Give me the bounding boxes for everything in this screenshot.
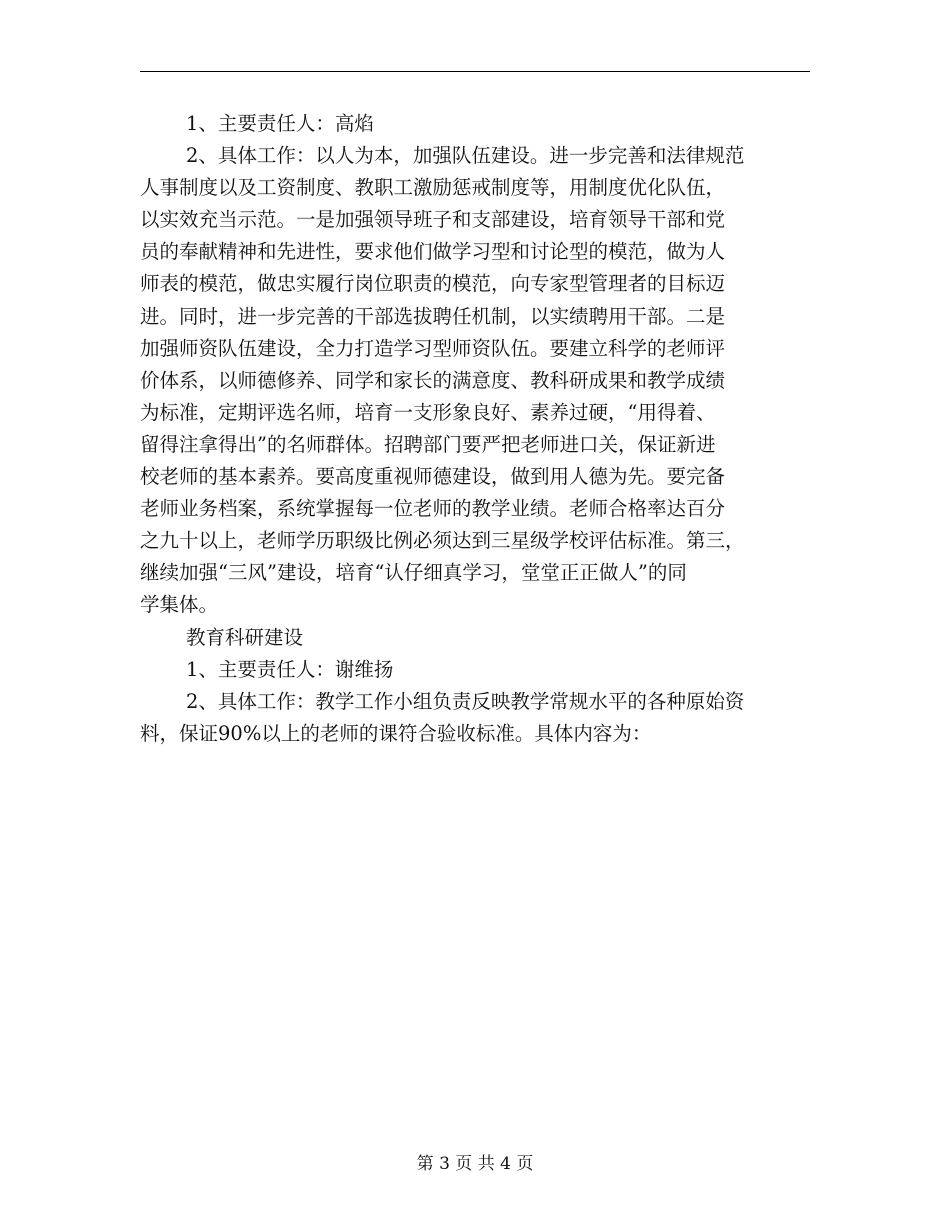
paragraph-line: 进。同时，进一步完善的干部选拔聘任机制，以实绩聘用干部。二是	[140, 304, 726, 328]
paragraph-line: 学集体。	[140, 593, 219, 617]
paragraph-line: 继续加强“三风”建设，培育“认仔细真学习，堂堂正正做人”的同	[140, 561, 687, 585]
paragraph-line: 以实效充当示范。一是加强领导班子和支部建设，培育领导干部和党	[140, 208, 726, 232]
paragraph-line: 师表的模范，做忠实履行岗位职责的模范，向专家型管理者的目标迈	[140, 272, 726, 296]
paragraph-line: 加强师资队伍建设，全力打造学习型师资队伍。要建立科学的老师评	[140, 336, 726, 360]
paragraph-line: 价体系，以师德修养、同学和家长的满意度、教科研成果和教学成绩	[140, 368, 726, 392]
paragraph-line: 校老师的基本素养。要高度重视师德建设，做到用人德为先。要完备	[140, 465, 726, 489]
paragraph-line: 老师业务档案，系统掌握每一位老师的教学业绩。老师合格率达百分	[140, 497, 726, 521]
paragraph-line: 1、主要责任人：高焰	[186, 112, 374, 135]
paragraph-line: 员的奉献精神和先进性，要求他们做学习型和讨论型的模范，做为人	[140, 240, 726, 264]
paragraph-line: 人事制度以及工资制度、教职工激励惩戒制度等，用制度优化队伍，	[140, 176, 726, 200]
paragraph-line: 料，保证90%以上的老师的课符合验收标准。具体内容为：	[140, 721, 652, 745]
document-body	[140, 108, 810, 750]
paragraph-line: 2、具体工作：以人为本，加强队伍建设。进一步完善和法律规范	[186, 144, 745, 168]
paragraph-line: 1、主要责任人：谢维扬	[186, 657, 394, 681]
paragraph-line: 为标准，定期评选名师，培育一支形象良好、素养过硬，“用得着、	[140, 400, 716, 424]
header-divider	[140, 71, 810, 72]
paragraph-line: 之九十以上，老师学历职级比例必须达到三星级学校评估标准。第三，	[140, 529, 745, 553]
page-number-footer: 第 3 页 共 4 页	[416, 1154, 534, 1174]
paragraph-line: 留得注拿得出”的名师群体。招聘部门要严把老师进口关，保证新进	[140, 432, 716, 456]
paragraph-line: 2、具体工作：教学工作小组负责反映教学常规水平的各种原始资	[186, 689, 745, 713]
section-heading: 教育科研建设	[186, 625, 304, 649]
